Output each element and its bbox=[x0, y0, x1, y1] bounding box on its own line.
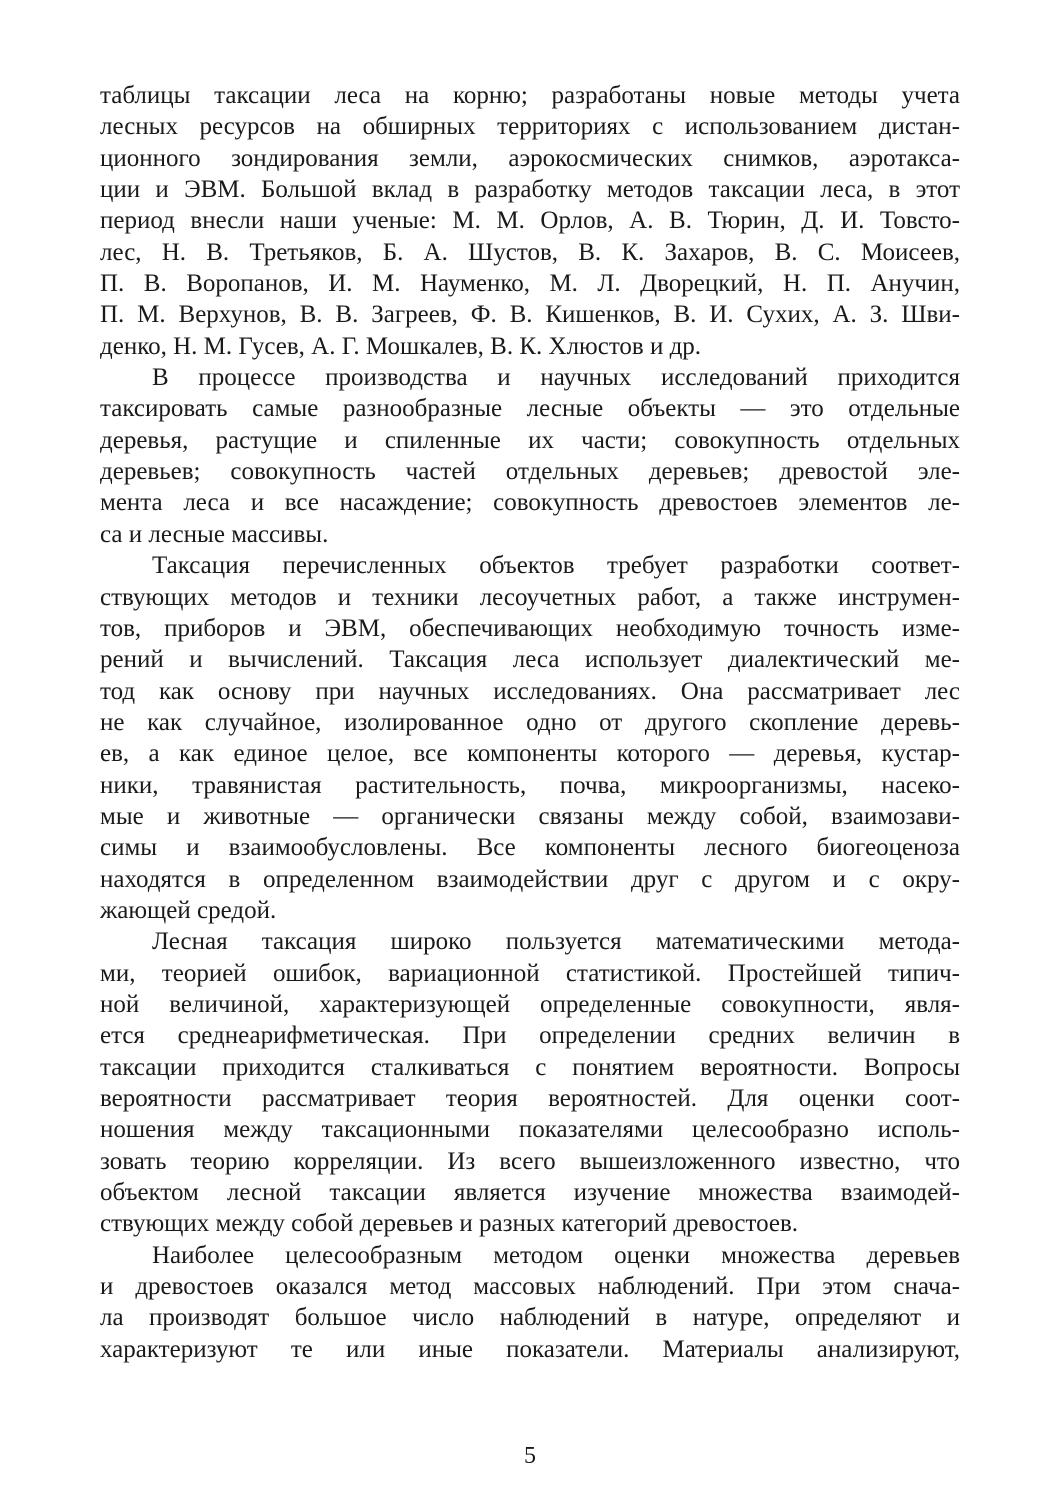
text-line: П. В. Воропанов, И. М. Науменко, М. Л. Дворецкий, Н. П. Анучин, bbox=[100, 270, 960, 298]
text-line: Наиболее целесообразным методом оценки множества деревьев bbox=[152, 1241, 960, 1269]
text-line: ции и ЭВМ. Большой вклад в разработку методов таксации леса, в этот bbox=[100, 176, 960, 204]
text-line: находятся в определенном взаимодействии друг с другом и с окру- bbox=[100, 865, 960, 893]
text-line: зовать теорию корреляции. Из всего вышеизложенного известно, что bbox=[100, 1147, 960, 1175]
text-line: ла производят большое число наблюдений в натуре, определяют и bbox=[100, 1304, 960, 1332]
text-line: ционного зондирования земли, аэрокосмических снимков, аэротакса- bbox=[100, 144, 960, 172]
text-line: период внесли наши ученые: М. М. Орлов, А. В. Тюрин, Д. И. Товсто- bbox=[100, 207, 960, 235]
text-line: рений и вычислений. Таксация леса использует диалектический ме- bbox=[100, 646, 960, 674]
text-line: мые и животные — органически связаны между собой, взаимозави- bbox=[100, 802, 960, 830]
text-line: не как случайное, изолированное одно от другого скопление деревь- bbox=[100, 708, 960, 736]
text-line: ствующих между собой деревьев и разных категорий древостоев. bbox=[100, 1210, 799, 1238]
text-line: ется среднеарифметическая. При определении средних величин в bbox=[100, 1022, 960, 1050]
text-line: ной величиной, характеризующей определенные совокупности, явля- bbox=[100, 990, 960, 1018]
text-line: жающей средой. bbox=[100, 896, 277, 924]
text-line: таблицы таксации леса на корню; разработаны новые методы учета bbox=[100, 82, 960, 109]
text-line: В процессе производства и научных исследований приходится bbox=[152, 364, 960, 392]
text-line: лес, Н. В. Третьяков, Б. А. Шустов, В. К. Захаров, В. С. Моисеев, bbox=[100, 238, 960, 266]
text-line: лесных ресурсов на обширных территориях с использованием дистан- bbox=[100, 113, 960, 141]
text-line: тод как основу при научных исследованиях. Она рассматривает лес bbox=[100, 677, 960, 705]
text-line: характеризуют те или иные показатели. Материалы анализируют, bbox=[100, 1335, 960, 1363]
text-line: ношения между таксационными показателями целесообразно исполь- bbox=[100, 1116, 960, 1144]
text-line: вероятности рассматривает теория вероятностей. Для оценки соот- bbox=[100, 1085, 960, 1112]
text-line: симы и взаимообусловлены. Все компоненты лесного биогеоценоза bbox=[100, 834, 960, 862]
text-line: деревьев; совокупность частей отдельных деревьев; древостой эле- bbox=[100, 458, 960, 486]
text-line: таксации приходится сталкиваться с понятием вероятности. Вопросы bbox=[100, 1053, 960, 1081]
text-line: тов, приборов и ЭВМ, обеспечивающих необходимую точность изме- bbox=[100, 614, 960, 642]
text-line: денко, Н. М. Гусев, А. Г. Мошкалев, В. К. Хлюстов и др. bbox=[100, 332, 702, 360]
text-line: таксировать самые разнообразные лесные объекты — это отдельные bbox=[100, 395, 960, 423]
text-line: деревья, растущие и спиленные их части; совокупность отдельных bbox=[100, 426, 960, 454]
text-line: Таксация перечисленных объектов требует разработки соответ- bbox=[152, 552, 960, 580]
text-line: объектом лесной таксации является изучение множества взаимодей- bbox=[100, 1179, 960, 1207]
page-number: 5 bbox=[524, 1443, 536, 1469]
text-line: ми, теорией ошибок, вариационной статистикой. Простейшей типич- bbox=[100, 959, 960, 987]
text-line: ствующих методов и техники лесоучетных работ, а также инструмен- bbox=[100, 583, 960, 611]
body-text bbox=[100, 80, 960, 1365]
text-line: мента леса и все насаждение; совокупность древостоев элементов ле- bbox=[100, 489, 960, 517]
text-line: са и лесные массивы. bbox=[100, 520, 329, 548]
text-line: П. М. Верхунов, В. В. Загреев, Ф. В. Кишенков, В. И. Сухих, А. З. Шви- bbox=[100, 301, 960, 329]
text-line: ев, а как единое целое, все компоненты которого — деревья, кустар- bbox=[100, 740, 960, 768]
text-line: ники, травянистая растительность, почва, микроорганизмы, насеко- bbox=[100, 771, 960, 799]
text-line: Лесная таксация широко пользуется математическими метода- bbox=[152, 928, 960, 956]
text-line: и древостоев оказался метод массовых наблюдений. При этом снача- bbox=[100, 1273, 960, 1301]
